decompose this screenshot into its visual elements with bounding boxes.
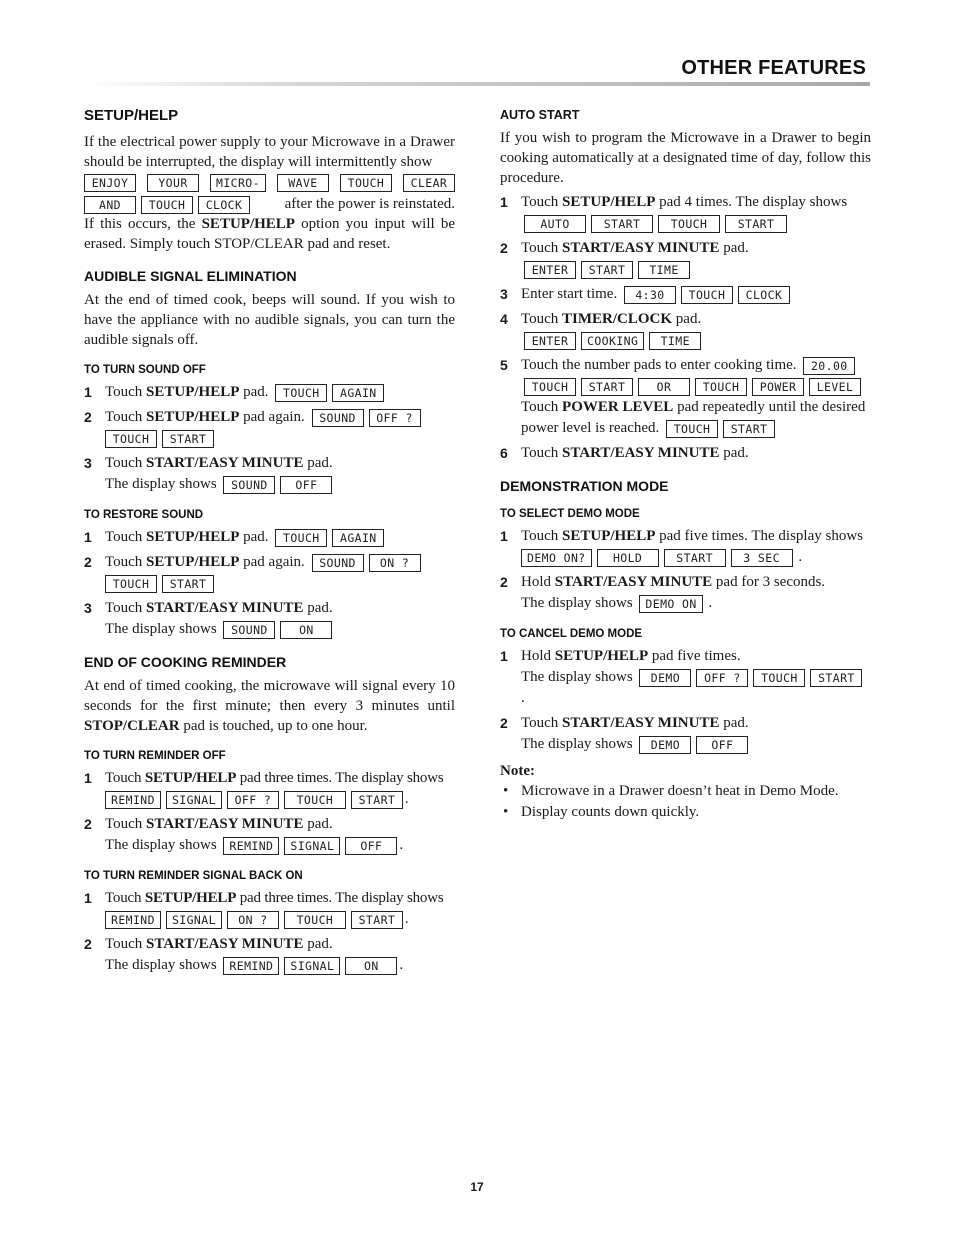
step-text: Touch [105, 770, 145, 786]
step-number: 4 [500, 311, 508, 327]
step-number: 1 [500, 528, 508, 544]
punctuation: . [399, 837, 404, 853]
step-text: pad for 3 seconds. [712, 574, 826, 590]
display-box: OFF [280, 476, 332, 494]
sound-off-step-3 [84, 453, 455, 495]
step-text: Touch [105, 936, 147, 952]
step-text: pad. [672, 311, 702, 327]
auto-start-heading: AUTO START [500, 108, 580, 122]
setup-help-heading: SETUP/HELP [84, 107, 179, 124]
reminder-text: pad is touched, up to one hour. [179, 718, 368, 734]
display-box: TOUCH [681, 286, 733, 304]
display-box: AGAIN [332, 384, 384, 402]
step-text: Touch [521, 399, 563, 415]
step-number: 6 [500, 445, 508, 461]
display-box: REMIND [223, 837, 279, 855]
audible-heading: AUDIBLE SIGNAL ELIMINATION [84, 268, 297, 284]
display-box: CLOCK [738, 286, 790, 304]
step-text: pad. [719, 240, 749, 256]
display-box: AGAIN [332, 529, 384, 547]
display-box: TOUCH [666, 420, 718, 438]
display-box: TOUCH [141, 196, 193, 214]
step-pad-name: SETUP/HELP [144, 770, 237, 786]
step-text: pad 4 times. The display shows [655, 194, 848, 210]
setup-after-text: after the power is reinstated. [284, 196, 455, 212]
display-box: TOUCH [284, 791, 346, 809]
display-box: ENJOY [84, 174, 136, 192]
power-outage-display-row-1 [84, 174, 455, 192]
step-pad-name: START/EASY MINUTE [554, 574, 713, 590]
display-box: START [664, 549, 726, 567]
display-box: START [723, 420, 775, 438]
reminder-on-heading: TO TURN REMINDER SIGNAL BACK ON [84, 870, 303, 882]
step-pad-name: SETUP/HELP [562, 528, 656, 544]
step-pad-name: POWER LEVEL [562, 399, 674, 415]
step-text: The display shows [105, 957, 217, 973]
step-number: 2 [84, 409, 92, 425]
display-box: OFF ? [227, 791, 279, 809]
step-number: 1 [84, 890, 92, 906]
display-box: REMIND [105, 791, 161, 809]
step-text: Touch [105, 554, 147, 570]
step-text: The display shows [105, 837, 217, 853]
punctuation: . [708, 595, 713, 611]
display-box: START [581, 378, 633, 396]
step-number: 5 [500, 357, 508, 373]
restore-sound-heading: TO RESTORE SOUND [84, 509, 204, 521]
display-box: TIME [649, 332, 701, 350]
note-item: • Display counts down quickly. [500, 802, 871, 823]
display-box: AND [84, 196, 136, 214]
display-box: TOUCH [524, 378, 576, 396]
reminder-text: At end of timed cooking, the microwave will signal every 10 seconds for the first minute; then every 3 minutes until [84, 678, 455, 714]
step-number: 1 [500, 648, 508, 664]
note-title: Note: [500, 763, 535, 779]
display-box: TOUCH [105, 430, 157, 448]
display-box: ON ? [369, 554, 421, 572]
setup-help-paragraph [84, 132, 455, 254]
step-text: The display shows [105, 476, 217, 492]
restore-step-2 [84, 552, 455, 594]
step-text: pad. [303, 936, 333, 952]
display-box: ON [280, 621, 332, 639]
display-box: SIGNAL [284, 957, 340, 975]
step-text: Touch [105, 890, 145, 906]
demo-select-step-1 [500, 526, 871, 568]
step-text: Hold [521, 574, 555, 590]
display-box: START [725, 215, 787, 233]
page-title: OTHER FEATURES [681, 57, 866, 79]
display-box: START [810, 669, 862, 687]
display-box: 3 SEC [731, 549, 793, 567]
page-number: 17 [470, 1180, 484, 1194]
display-box: OFF [345, 837, 397, 855]
step-text: pad three times. The display shows [236, 770, 444, 786]
auto-step-4 [500, 309, 871, 351]
step-text: Touch [105, 816, 147, 832]
step-pad-name: START/EASY MINUTE [562, 240, 720, 256]
display-box: TOUCH [284, 911, 346, 929]
display-box: TOUCH [275, 384, 327, 402]
display-box: OFF ? [696, 669, 748, 687]
step-text: Touch [105, 455, 147, 471]
step-text: Hold [521, 648, 555, 664]
display-box: START [162, 430, 214, 448]
auto-step-6 [500, 443, 871, 464]
step-text: pad. [303, 600, 333, 616]
display-box: TOUCH [275, 529, 327, 547]
auto-step-2 [500, 238, 871, 280]
step-text: pad five times. [648, 648, 741, 664]
display-box: START [162, 575, 214, 593]
step-pad-name: START/EASY MINUTE [146, 455, 304, 471]
display-box: START [591, 215, 653, 233]
step-pad-name: START/EASY MINUTE [562, 715, 720, 731]
display-box: DEMO ON? [521, 549, 592, 567]
punctuation: . [521, 690, 525, 706]
display-box: TOUCH [105, 575, 157, 593]
demo-cancel-step-1 [500, 646, 871, 709]
step-number: 2 [500, 574, 508, 590]
display-box: POWER [752, 378, 804, 396]
display-box: SIGNAL [284, 837, 340, 855]
step-number: 2 [500, 240, 508, 256]
reminder-off-step-2 [84, 814, 455, 856]
reminder-on-step-2 [84, 934, 455, 976]
step-number: 1 [500, 194, 508, 210]
auto-start-paragraph: If you wish to program the Microwave in a Drawer to begin cooking automatically at a designated time of day, follow this procedure. [500, 130, 871, 186]
display-box: AUTO [524, 215, 586, 233]
step-text: pad. [239, 529, 269, 545]
right-column [500, 100, 871, 823]
sound-off-heading: TO TURN SOUND OFF [84, 364, 206, 376]
reminder-pad-name: STOP/CLEAR [84, 718, 180, 734]
step-text: pad. [303, 455, 333, 471]
reminder-off-step-1 [84, 768, 455, 810]
step-text: Touch [521, 715, 563, 731]
step-number: 1 [84, 770, 92, 786]
step-text: Enter start time. [521, 286, 618, 302]
step-number: 2 [500, 715, 508, 731]
step-pad-name: START/EASY MINUTE [146, 816, 304, 832]
display-box: YOUR [147, 174, 199, 192]
step-text: Touch [105, 384, 147, 400]
display-box: TOUCH [340, 174, 392, 192]
display-box: COOKING [581, 332, 644, 350]
step-text: pad. [719, 715, 749, 731]
display-box: SIGNAL [166, 791, 222, 809]
step-number: 1 [84, 529, 92, 545]
step-text: Touch [521, 194, 563, 210]
left-column [84, 100, 455, 976]
reminder-paragraph [84, 676, 455, 736]
step-pad-name: SETUP/HELP [144, 890, 237, 906]
display-box: OFF ? [369, 409, 421, 427]
sound-off-step-2 [84, 407, 455, 449]
step-number: 3 [84, 455, 92, 471]
step-number: 3 [500, 286, 508, 302]
step-text: pad three times. The display shows [236, 890, 444, 906]
display-box: TOUCH [695, 378, 747, 396]
step-number: 2 [84, 554, 92, 570]
display-box: REMIND [223, 957, 279, 975]
display-box: START [351, 911, 403, 929]
step-text: The display shows [521, 669, 633, 685]
auto-step-1 [500, 192, 871, 234]
demo-cancel-step-2 [500, 713, 871, 755]
step-pad-name: START/EASY MINUTE [562, 445, 720, 461]
step-number: 2 [84, 936, 92, 952]
punctuation: . [399, 957, 404, 973]
step-pad-name: START/EASY MINUTE [146, 936, 304, 952]
step-text: The display shows [521, 595, 633, 611]
restore-step-1 [84, 527, 455, 548]
display-box: SOUND [312, 409, 364, 427]
display-box: 4:30 [624, 286, 676, 304]
display-box: TIME [638, 261, 690, 279]
power-outage-display-row-2 [84, 194, 455, 214]
display-box: DEMO [639, 669, 691, 687]
display-box: MICRO- [210, 174, 266, 192]
setup-text-2a: If this occurs, the [84, 216, 202, 232]
step-text: Touch [521, 240, 563, 256]
step-text: pad again. [239, 409, 305, 425]
display-box: CLOCK [198, 196, 250, 214]
step-text: pad. [303, 816, 333, 832]
step-text: Touch [521, 528, 563, 544]
step-pad-name: SETUP/HELP [146, 384, 240, 400]
step-pad-name: SETUP/HELP [146, 409, 240, 425]
header-rule [84, 82, 870, 86]
step-number: 2 [84, 816, 92, 832]
step-pad-name: SETUP/HELP [562, 194, 656, 210]
display-box: WAVE [277, 174, 329, 192]
audible-paragraph: At the end of timed cook, beeps will sound. If you wish to have the appliance with no audible signals, you can turn the audible signals off. [84, 292, 455, 348]
step-text: Touch [105, 409, 147, 425]
step-text: Touch [105, 600, 147, 616]
punctuation: . [404, 791, 409, 807]
display-box: ON ? [227, 911, 279, 929]
cancel-demo-heading: TO CANCEL DEMO MODE [500, 628, 643, 640]
display-box: START [581, 261, 633, 279]
display-box: 20.00 [803, 357, 855, 375]
step-number: 1 [84, 384, 92, 400]
display-box: TOUCH [658, 215, 720, 233]
auto-step-5 [500, 355, 871, 439]
step-text: Touch the number pads to enter cooking time. [521, 357, 797, 373]
reminder-on-step-1 [84, 888, 455, 930]
display-box: TOUCH [753, 669, 805, 687]
step-text: The display shows [105, 621, 217, 637]
display-box: OFF [696, 736, 748, 754]
step-text: pad. [719, 445, 749, 461]
select-demo-heading: TO SELECT DEMO MODE [500, 508, 640, 520]
display-box: HOLD [597, 549, 659, 567]
demo-select-step-2 [500, 572, 871, 614]
step-text: Touch [105, 529, 147, 545]
setup-text-2b: SETUP/HELP [201, 216, 295, 232]
display-box: DEMO [639, 736, 691, 754]
step-pad-name: START/EASY MINUTE [146, 600, 304, 616]
step-text: pad again. [239, 554, 305, 570]
step-pad-name: TIMER/CLOCK [562, 311, 673, 327]
punctuation: . [404, 911, 409, 927]
reminder-off-heading: TO TURN REMINDER OFF [84, 750, 226, 762]
auto-step-3 [500, 284, 871, 305]
display-box: START [351, 791, 403, 809]
display-box: SOUND [312, 554, 364, 572]
restore-step-3 [84, 598, 455, 640]
reminder-heading: END OF COOKING REMINDER [84, 654, 287, 670]
step-pad-name: SETUP/HELP [554, 648, 649, 664]
display-box: REMIND [105, 911, 161, 929]
setup-text-2c: option you input will be erased. Simply touch STOP/CLEAR pad and reset. [84, 216, 455, 252]
display-box: OR [638, 378, 690, 396]
note-item: • Microwave in a Drawer doesn’t heat in Demo Mode. [500, 781, 871, 802]
display-box: LEVEL [809, 378, 861, 396]
step-text: pad. [239, 384, 269, 400]
display-box: SOUND [223, 621, 275, 639]
step-text: The display shows [521, 736, 633, 752]
step-number: 3 [84, 600, 92, 616]
display-box: SIGNAL [166, 911, 222, 929]
step-text: Touch [521, 445, 563, 461]
display-box: ENTER [524, 332, 576, 350]
display-box: ENTER [524, 261, 576, 279]
display-box: DEMO ON [639, 595, 702, 613]
step-text: Touch [521, 311, 563, 327]
display-box: CLEAR [403, 174, 455, 192]
step-text: pad five times. The display shows [655, 528, 864, 544]
display-box: SOUND [223, 476, 275, 494]
step-pad-name: SETUP/HELP [146, 554, 240, 570]
sound-off-step-1 [84, 382, 455, 403]
step-pad-name: SETUP/HELP [146, 529, 240, 545]
demo-heading: DEMONSTRATION MODE [500, 478, 669, 494]
punctuation: . [798, 549, 803, 565]
step-text: pad repeatedly until the desired power level is reached. [521, 399, 866, 436]
setup-text-1: If the electrical power supply to your Microwave in a Drawer should be interrupted, the display will intermittently show [84, 134, 455, 170]
display-box: ON [345, 957, 397, 975]
